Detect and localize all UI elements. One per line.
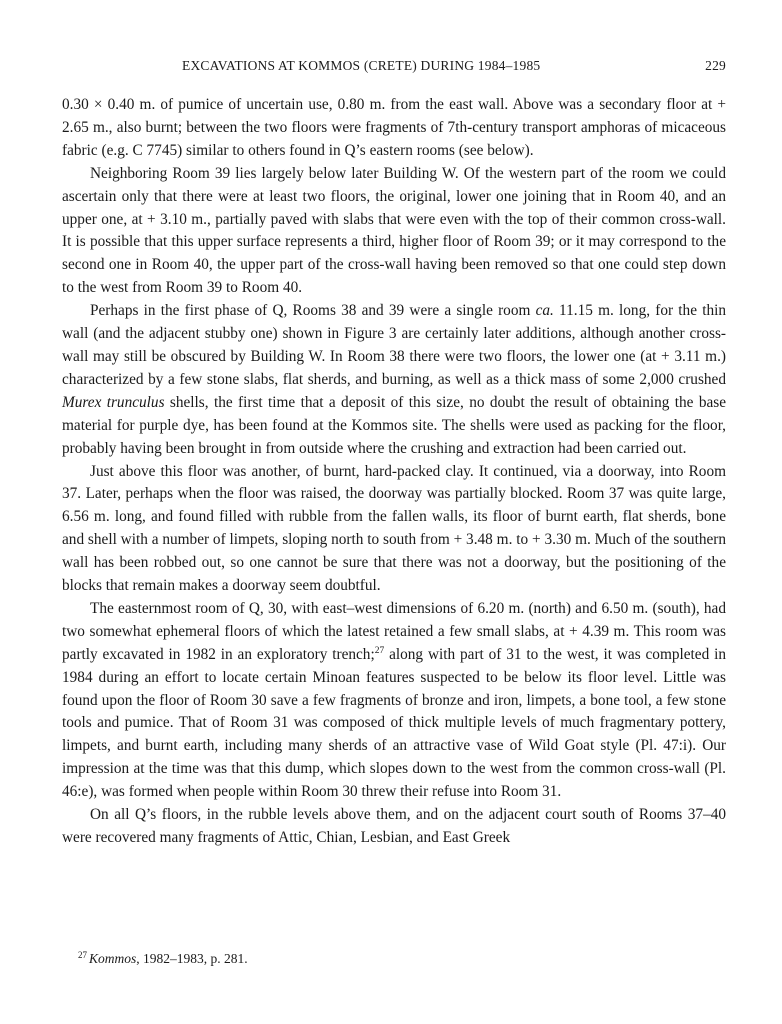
footnote-title: Kommos (89, 951, 137, 966)
footnote (78, 946, 248, 968)
running-title: EXCAVATIONS AT KOMMOS (CRETE) DURING 1984–1985 (182, 58, 541, 73)
footnote-text: , 1982–1983, p. 281. (136, 951, 248, 966)
paragraph-5-text-b: along with part of 31 to the west, it was completed in 1984 during an effort to locate certain Minoan features suspected to be below its floor level. Little was found upon the floor of Room 30 save a few fragments of bronze and iron, limpets, a bone tool, a few stone tools and pumice. That of Room 31 was composed of thick multiple levels of much fragmentary pottery, limpets, and burnt earth, including many sherds of an attractive vase of Wild Goat style (Pl. 47:i). Our impression at the time was that this dump, which slopes down to the west from the common cross-wall (Pl. 46:e), was formed when people within Room 30 threw their refuse into Room 31. (62, 645, 726, 801)
paragraph-5-text-a: The easternmost room of Q, 30, with east–west dimensions of 6.20 m. (north) and 6.50 m. (south), had two somewhat ephemeral floors of which the latest retained a few small slabs, at + 4.39 m. This room was partly excavated in 1982 in an exploratory trench; (62, 599, 726, 663)
footnote-number: 27 (78, 950, 87, 960)
paragraph-2: Neighboring Room 39 lies largely below later Building W. Of the western part of the room we could ascertain only that there were at least two floors, the original, lower one joining that in Room 40, and an upper one, at + 3.10 m., partially paved with slabs that were even with the top of their common cross-wall. It is possible that this upper surface represents a third, higher floor of Room 39; or it may correspond to the second one in Room 40, the upper part of the cross-wall having been removed so that one could step down to the west from Room 39 to Room 40. (62, 164, 726, 297)
paragraph-1: 0.30 × 0.40 m. of pumice of uncertain use, 0.80 m. from the east wall. Above was a secondary floor at + 2.65 m., also burnt; between the two floors were fragments of 7th-century transport amphoras of micaceous fabric (e.g. C 7745) similar to others found in Q’s eastern rooms (see below). (62, 96, 726, 159)
page-number: 229 (705, 58, 726, 73)
paragraph-6: On all Q’s floors, in the rubble levels above them, and on the adjacent court south of Rooms 37–40 were recovered many fragments of Attic, Chian, Lesbian, and East Greek (62, 806, 726, 846)
paragraph-3-text-c: shells, the first time that a deposit of this size, no doubt the result of obtaining the base material for purple dye, has been found at the Kommos site. The shells were used as packing for the floor, probably having been brought in from outside where the crushing and extraction had been carried out. (62, 393, 727, 457)
paragraph-3-text-b: 11.15 m. long, for the thin wall (and the adjacent stubby one) shown in Figure 3 are certainly later additions, although another cross-wall may still be obscured by Building W. In Room 38 there were two floors, the lower one (at + 3.11 m.) characterized by a few stone slabs, flat sherds, and burning, as well as a thick mass of some 2,000 crushed (62, 302, 726, 388)
species-name: Murex trunculus (62, 393, 165, 411)
abbrev-circa: ca. (535, 302, 554, 320)
footnote-ref: 27 (374, 645, 385, 656)
running-head (62, 58, 726, 80)
page (62, 58, 726, 850)
paragraph-3 (62, 300, 726, 460)
paragraph-4: Just above this floor was another, of burnt, hard-packed clay. It continued, via a doorway, into Room 37. Later, perhaps when the floor was raised, the doorway was partially blocked. Room 37 was quite large, 6.56 m. long, and found filled with rubble from the fallen walls, its floor of burnt earth, flat sherds, bone and shell with a number of limpets, sloping north to south from + 3.48 m. to + 3.30 m. Much of the southern wall has been robbed out, so one cannot be sure that there was not a doorway, but the positioning of the blocks that remain makes a doorway seem doubtful. (62, 462, 726, 595)
body-text (62, 94, 726, 850)
paragraph-5 (62, 598, 726, 804)
paragraph-3-text-a: Perhaps in the first phase of Q, Rooms 38 and 39 were a single room (90, 302, 536, 320)
